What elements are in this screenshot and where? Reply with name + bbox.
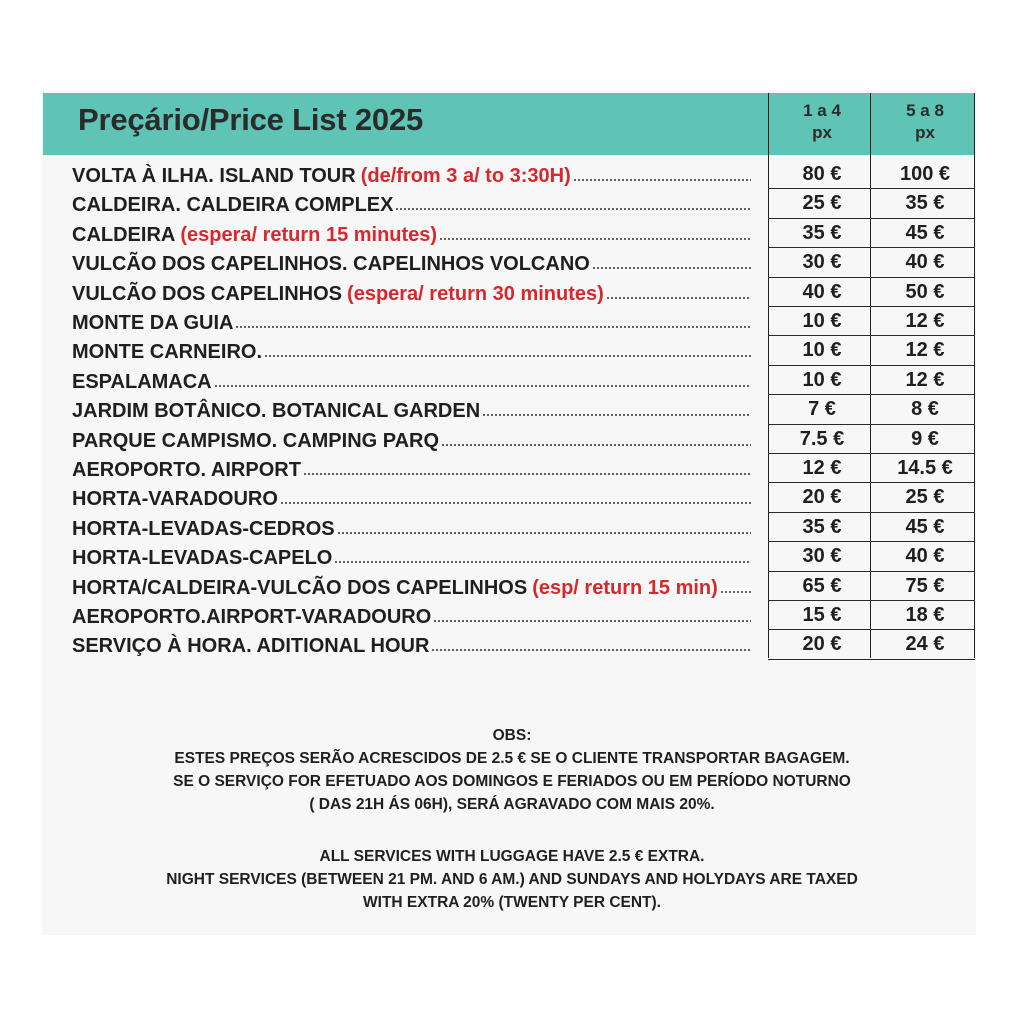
service-name: CALDEIRA. CALDEIRA COMPLEX bbox=[72, 194, 394, 217]
service-name: VULCÃO DOS CAPELINHOS. CAPELINHOS VOLCANO bbox=[72, 253, 590, 276]
price-5-8-px: 40 € bbox=[905, 545, 945, 568]
price-1-4-px: 40 € bbox=[802, 280, 842, 303]
service-name: HORTA-LEVADAS-CEDROS bbox=[72, 517, 335, 540]
service-name: ESPALAMACA bbox=[72, 370, 212, 393]
price-5-8-px: 100 € bbox=[899, 163, 951, 185]
service-label bbox=[72, 250, 753, 276]
price-1-4-px: 7.5 € bbox=[799, 427, 845, 450]
price-1-4-px: 35 € bbox=[802, 515, 842, 538]
dot-leader bbox=[592, 266, 751, 270]
service-label bbox=[72, 544, 753, 570]
price-1-4-px: 35 € bbox=[802, 221, 842, 244]
price-5-8-px: 40 € bbox=[905, 251, 945, 274]
service-name: AEROPORTO. AIRPORT bbox=[72, 459, 301, 481]
table-row bbox=[0, 513, 1024, 542]
dot-leader bbox=[264, 354, 751, 358]
price-1-4-px: 20 € bbox=[802, 486, 842, 509]
service-note: (de/from 3 a/ to 3:30H) bbox=[360, 165, 571, 187]
price-1-4-px: 80 € bbox=[802, 163, 842, 185]
service-label bbox=[72, 397, 753, 423]
service-label bbox=[72, 574, 753, 600]
service-label bbox=[72, 162, 753, 188]
price-1-4-px: 12 € bbox=[802, 457, 842, 479]
service-name: MONTE CARNEIRO. bbox=[72, 341, 262, 364]
column-header-line: px bbox=[915, 123, 935, 142]
price-5-8-px: 9 € bbox=[911, 427, 939, 450]
table-row bbox=[0, 278, 1024, 307]
price-5-8-px: 50 € bbox=[905, 280, 945, 303]
dot-leader bbox=[303, 472, 751, 476]
obs-line-en: WITH EXTRA 20% (TWENTY PER CENT). bbox=[363, 894, 661, 911]
price-1-4-px: 25 € bbox=[802, 192, 842, 215]
row-divider bbox=[768, 659, 870, 660]
price-1-4-px: 65 € bbox=[802, 574, 842, 597]
price-5-8-px: 12 € bbox=[905, 310, 945, 332]
page-title: Preçário/Price List 2025 bbox=[78, 102, 424, 137]
service-name: AEROPORTO.AIRPORT-VARADOURO bbox=[72, 606, 432, 628]
price-1-4-px: 10 € bbox=[802, 368, 842, 391]
service-label bbox=[72, 485, 753, 511]
obs-heading: OBS: bbox=[492, 727, 532, 744]
service-name: HORTA-LEVADAS-CAPELO bbox=[72, 547, 333, 570]
obs-line-pt: ESTES PREÇOS SERÃO ACRESCIDOS DE 2.5 € SE O CLIENTE TRANSPORTAR BAGAGEM. bbox=[174, 750, 850, 767]
service-label bbox=[72, 632, 753, 658]
table-row bbox=[0, 483, 1024, 512]
dot-leader bbox=[280, 501, 751, 505]
table-row bbox=[0, 248, 1024, 277]
service-name: VULCÃO DOS CAPELINHOS bbox=[72, 282, 343, 305]
obs-line-en: ALL SERVICES WITH LUGGAGE HAVE 2.5 € EXTRA. bbox=[319, 848, 705, 865]
service-label bbox=[72, 191, 753, 217]
service-name: CALDEIRA bbox=[72, 223, 176, 246]
dot-leader bbox=[573, 178, 751, 182]
service-label bbox=[72, 427, 753, 453]
column-header-5-8-passengers bbox=[875, 100, 975, 144]
column-header-line: 1 a 4 bbox=[803, 101, 841, 120]
dot-leader bbox=[439, 237, 751, 241]
service-label bbox=[72, 309, 753, 335]
table-row bbox=[0, 189, 1024, 218]
service-name: HORTA/CALDEIRA-VULCÃO DOS CAPELINHOS bbox=[72, 576, 528, 599]
service-label bbox=[72, 280, 753, 306]
service-label bbox=[72, 515, 753, 541]
service-note: (espera/ return 30 minutes) bbox=[347, 282, 604, 305]
table-row bbox=[0, 630, 1024, 659]
price-5-8-px: 24 € bbox=[905, 633, 945, 656]
table-row bbox=[0, 601, 1024, 630]
price-1-4-px: 20 € bbox=[802, 633, 842, 656]
price-5-8-px: 35 € bbox=[905, 192, 945, 215]
price-5-8-px: 8 € bbox=[911, 398, 939, 421]
service-name: SERVIÇO À HORA. ADITIONAL HOUR bbox=[72, 635, 430, 658]
table-row bbox=[0, 572, 1024, 601]
service-note: (esp/ return 15 min) bbox=[532, 576, 718, 599]
table-row bbox=[0, 307, 1024, 336]
dot-leader bbox=[337, 531, 751, 535]
table-row bbox=[0, 454, 1024, 483]
table-row bbox=[0, 160, 1024, 189]
table-row bbox=[0, 395, 1024, 424]
table-row bbox=[0, 366, 1024, 395]
obs-line-pt: ( DAS 21H ÁS 06H), SERÁ AGRAVADO COM MAIS 20%. bbox=[309, 796, 715, 813]
dot-leader bbox=[395, 207, 751, 211]
table-row bbox=[0, 336, 1024, 365]
table-row bbox=[0, 425, 1024, 454]
obs-line-en: NIGHT SERVICES (BETWEEN 21 PM. AND 6 AM.) AND SUNDAYS AND HOLYDAYS ARE TAXED bbox=[166, 871, 858, 888]
column-header-line: 5 a 8 bbox=[906, 101, 944, 120]
service-name: PARQUE CAMPISMO. CAMPING PARQ bbox=[72, 429, 440, 452]
dot-leader bbox=[606, 296, 751, 300]
price-1-4-px: 30 € bbox=[802, 545, 842, 568]
table-row bbox=[0, 219, 1024, 248]
price-5-8-px: 12 € bbox=[905, 339, 945, 362]
service-label bbox=[72, 456, 753, 482]
price-5-8-px: 14.5 € bbox=[897, 457, 953, 479]
price-1-4-px: 10 € bbox=[802, 310, 842, 332]
service-label bbox=[72, 603, 753, 629]
column-header-1-4-passengers bbox=[772, 100, 872, 144]
dot-leader bbox=[334, 560, 751, 564]
row-divider bbox=[870, 659, 975, 660]
service-name: MONTE DA GUIA bbox=[72, 312, 234, 334]
column-header-line: px bbox=[812, 123, 832, 142]
dot-leader bbox=[441, 443, 751, 447]
dot-leader bbox=[482, 413, 751, 417]
price-1-4-px: 15 € bbox=[802, 604, 842, 626]
price-1-4-px: 30 € bbox=[802, 251, 842, 274]
table-row bbox=[0, 542, 1024, 571]
obs-line-pt: SE O SERVIÇO FOR EFETUADO AOS DOMINGOS E FERIADOS OU EM PERÍODO NOTURNO bbox=[173, 773, 851, 790]
service-label bbox=[72, 368, 753, 394]
price-5-8-px: 45 € bbox=[905, 515, 945, 538]
dot-leader bbox=[433, 619, 751, 623]
service-label bbox=[72, 338, 753, 364]
service-name: HORTA-VARADOURO bbox=[72, 488, 278, 511]
service-label bbox=[72, 221, 753, 247]
service-note: (espera/ return 15 minutes) bbox=[180, 223, 438, 246]
price-5-8-px: 25 € bbox=[905, 486, 945, 509]
price-5-8-px: 18 € bbox=[905, 604, 945, 626]
price-5-8-px: 45 € bbox=[905, 221, 945, 244]
service-name: JARDIM BOTÂNICO. BOTANICAL GARDEN bbox=[72, 400, 481, 423]
price-1-4-px: 10 € bbox=[802, 339, 842, 362]
price-5-8-px: 75 € bbox=[905, 574, 945, 597]
dot-leader bbox=[720, 590, 751, 594]
dot-leader bbox=[235, 325, 751, 329]
service-name: VOLTA À ILHA. ISLAND TOUR bbox=[72, 165, 356, 187]
price-5-8-px: 12 € bbox=[905, 368, 945, 391]
dot-leader bbox=[431, 648, 751, 652]
dot-leader bbox=[214, 384, 751, 388]
price-1-4-px: 7 € bbox=[808, 398, 836, 421]
